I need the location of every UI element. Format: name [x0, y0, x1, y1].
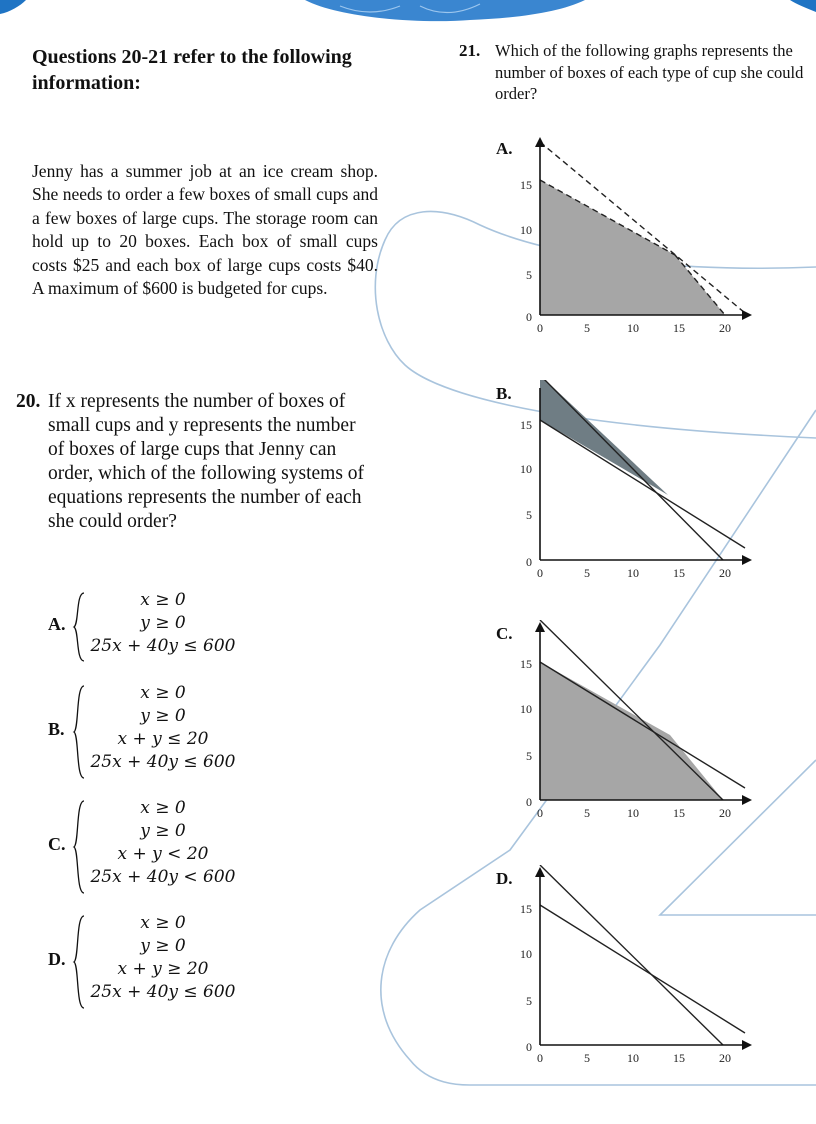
left-brace-icon: [72, 592, 86, 662]
x-tick: 5: [584, 321, 590, 335]
budget-boundary-line: [540, 420, 745, 548]
equation-line: 25x + 40y ≤ 600: [90, 982, 236, 1002]
x-tick: 20: [719, 1051, 731, 1065]
y-tick: 0: [526, 310, 532, 324]
x-axis-arrow-icon: [742, 795, 752, 805]
capacity-boundary-line: [540, 865, 723, 1045]
y-tick: 5: [526, 268, 532, 282]
equation-line: y ≥ 0: [140, 936, 186, 956]
graph-letter: A.: [496, 139, 513, 158]
left-brace-icon: [72, 800, 86, 894]
graph-c-plot: [490, 620, 760, 840]
equation-line: x + y < 20: [117, 844, 209, 864]
x-axis-arrow-icon: [742, 555, 752, 565]
graph-letter: D.: [496, 869, 513, 888]
y-tick: 10: [520, 947, 532, 961]
y-tick: 15: [520, 418, 532, 432]
option-letter: A.: [48, 614, 66, 634]
x-tick: 5: [584, 1051, 590, 1065]
equation-line: x ≥ 0: [140, 590, 186, 610]
left-brace-icon: [72, 915, 86, 1009]
graph-a-plot: [490, 135, 760, 355]
x-tick: 5: [584, 566, 590, 580]
option-letter: C.: [48, 834, 66, 854]
shaded-region: [540, 380, 668, 495]
left-brace-icon: [72, 685, 86, 779]
y-tick: 10: [520, 702, 532, 716]
equation-line: y ≥ 0: [140, 613, 186, 633]
y-tick: 5: [526, 749, 532, 763]
x-tick: 0: [537, 806, 543, 820]
x-axis-arrow-icon: [742, 310, 752, 320]
x-tick: 15: [673, 806, 685, 820]
x-tick: 15: [673, 1051, 685, 1065]
graph-d-plot: [490, 865, 760, 1085]
graph-option-b[interactable]: [490, 380, 760, 620]
x-tick: 0: [537, 566, 543, 580]
info-passage: Jenny has a summer job at an ice cream shop. She needs to order a few boxes of small cups and a few boxes of large cups. The storage room can hold up to 20 boxes. Each box of small cups costs $25 and each box of large cups costs $40. A maximum of $600 is budgeted for cups.: [32, 161, 378, 299]
x-tick: 10: [627, 1051, 639, 1065]
y-tick: 15: [520, 657, 532, 671]
x-tick: 10: [627, 321, 639, 335]
x-tick: 15: [673, 321, 685, 335]
equation-line: 25x + 40y ≤ 600: [90, 636, 236, 656]
x-axis-arrow-icon: [742, 1040, 752, 1050]
graph-option-c[interactable]: [490, 620, 760, 860]
y-tick: 0: [526, 1040, 532, 1054]
y-axis-arrow-icon: [535, 137, 545, 147]
option-letter: B.: [48, 719, 65, 739]
equation-line: x ≥ 0: [140, 683, 186, 703]
y-tick: 0: [526, 795, 532, 809]
question-21: [459, 40, 809, 105]
equation-line: 25x + 40y ≤ 600: [90, 752, 236, 772]
x-tick: 15: [673, 566, 685, 580]
option-letter: D.: [48, 949, 66, 969]
question-number: 20.: [16, 391, 41, 412]
x-tick: 20: [719, 321, 731, 335]
question-number: 21.: [459, 41, 481, 60]
header-banner-art: [0, 0, 816, 30]
equation-line: x ≥ 0: [140, 798, 186, 818]
equation-line: x + y ≤ 20: [117, 729, 209, 749]
equation-line: x + y ≥ 20: [117, 959, 209, 979]
equation-line: 25x + 40y < 600: [90, 867, 236, 887]
x-tick: 5: [584, 806, 590, 820]
x-tick: 10: [627, 806, 639, 820]
questions-intro-title: Questions 20-21 refer to the following information:: [32, 46, 352, 94]
x-tick: 10: [627, 566, 639, 580]
x-tick: 20: [719, 806, 731, 820]
y-tick: 15: [520, 902, 532, 916]
x-tick: 20: [719, 566, 731, 580]
feasible-region: [540, 180, 725, 315]
question-20: [16, 390, 376, 534]
y-tick: 5: [526, 508, 532, 522]
y-tick: 0: [526, 555, 532, 569]
question-text: Which of the following graphs represents the number of boxes of each type of cup she could order?: [495, 41, 804, 103]
equation-line: y ≥ 0: [140, 706, 186, 726]
y-tick: 10: [520, 223, 532, 237]
y-tick: 10: [520, 462, 532, 476]
x-tick: 0: [537, 1051, 543, 1065]
equation-line: y ≥ 0: [140, 821, 186, 841]
graph-b-plot: [490, 380, 760, 600]
budget-boundary-line: [540, 905, 745, 1033]
graph-letter: C.: [496, 624, 513, 643]
equation-line: x ≥ 0: [140, 913, 186, 933]
graph-option-d[interactable]: [490, 865, 760, 1105]
question-text: If x represents the number of boxes of small cups and y represents the number of boxes of large cups that Jenny can order, which of the following systems of equations represents the number of each she could order?: [48, 391, 365, 532]
y-tick: 15: [520, 178, 532, 192]
graph-option-a[interactable]: [490, 135, 760, 375]
graph-letter: B.: [496, 384, 512, 403]
feasible-region: [540, 662, 723, 800]
x-tick: 0: [537, 321, 543, 335]
y-tick: 5: [526, 994, 532, 1008]
